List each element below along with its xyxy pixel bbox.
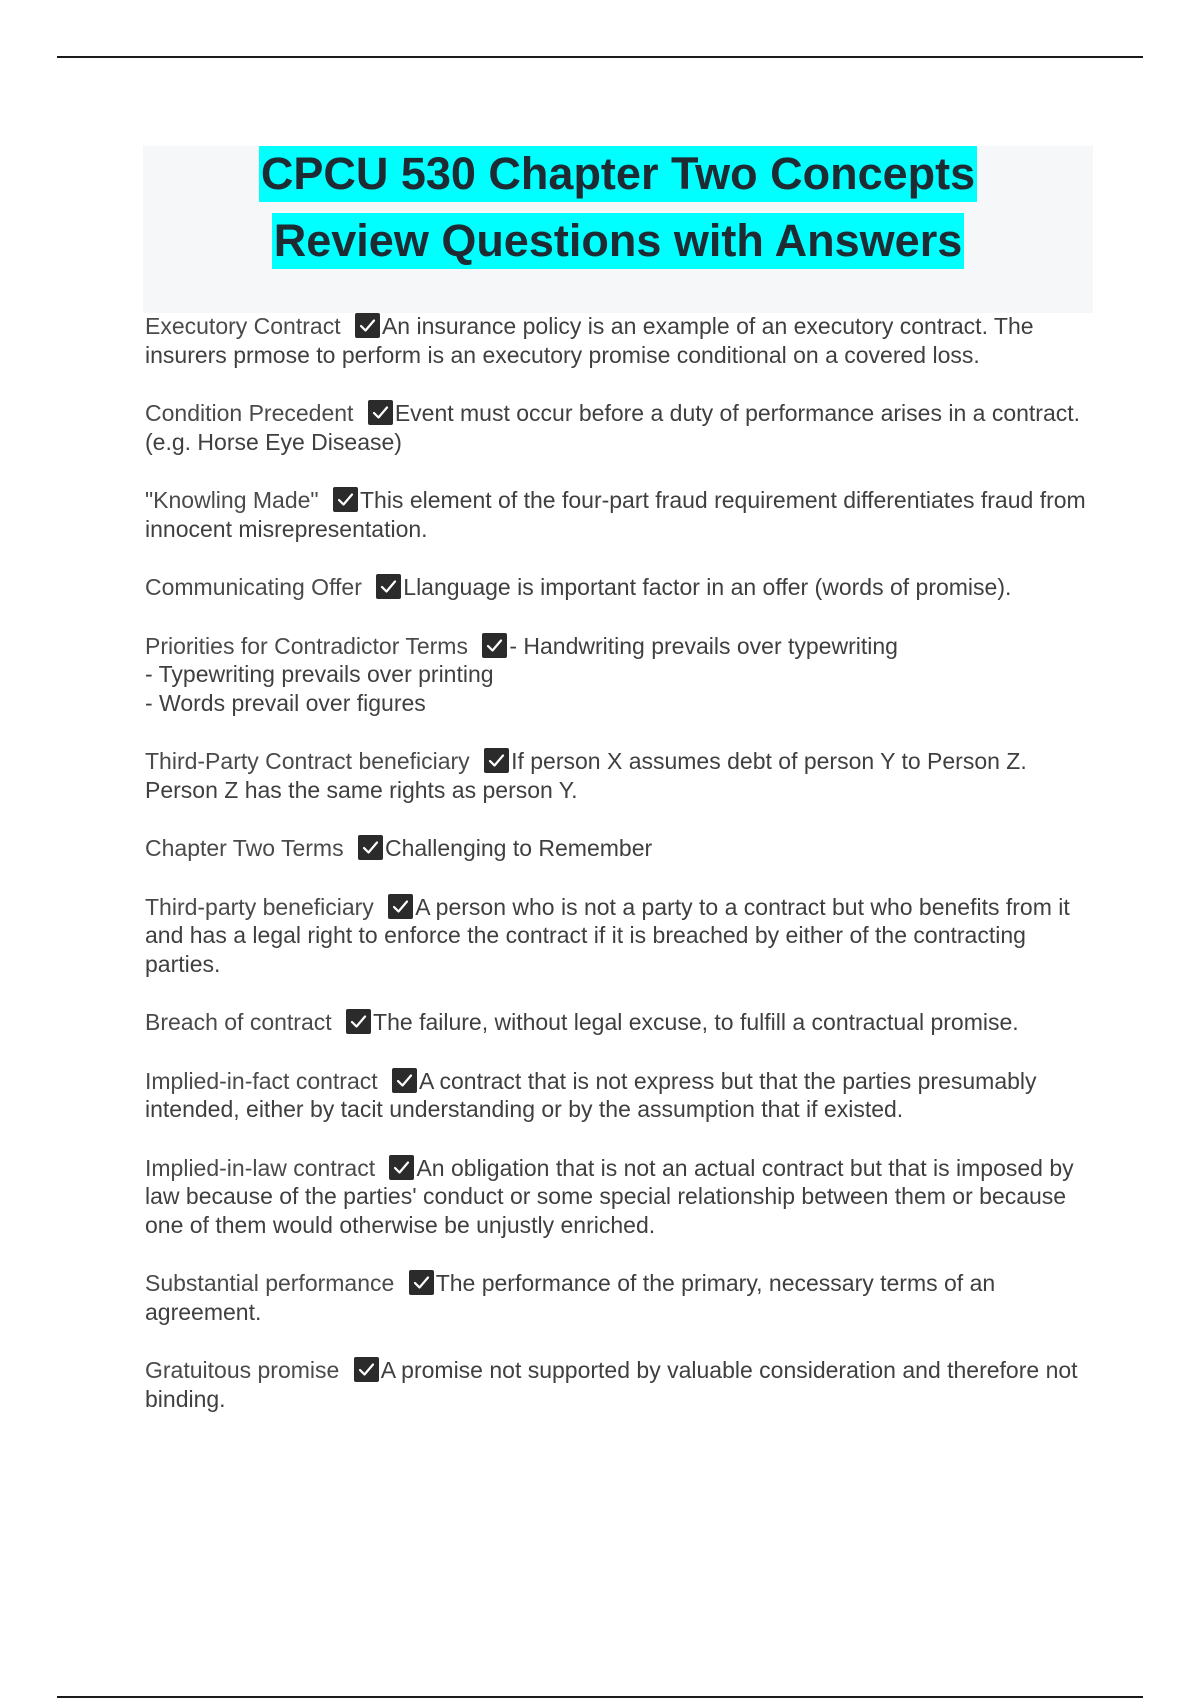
qa-answer: The performance of the primary, necessary terms of an agreement.: [145, 1270, 1002, 1325]
qa-term: Priorities for Contradictor Terms: [145, 632, 475, 659]
qa-answer: An insurance policy is an example of an executory contract. The insurers prmose to perform is an executory promise conditional on a covered loss.: [145, 313, 1040, 368]
qa-term: Executory Contract: [145, 313, 347, 339]
qa-item: [145, 1269, 1095, 1326]
checkbox-checked-icon: [484, 748, 509, 773]
checkbox-checked-icon: [355, 313, 380, 338]
qa-item: [145, 573, 1095, 602]
qa-term: Breach of contract: [145, 1009, 339, 1035]
checkbox-checked-icon: [409, 1270, 434, 1295]
bottom-rule: [57, 1696, 1143, 1698]
qa-term: Communicating Offer: [145, 574, 369, 600]
checkbox-checked-icon: [389, 1155, 414, 1180]
qa-term: Gratuitous promise: [145, 1357, 346, 1383]
checkbox-checked-icon: [376, 574, 401, 599]
qa-item: [145, 1008, 1095, 1037]
qa-answer: Challenging to Remember: [384, 835, 653, 861]
qa-term: "Knowling Made": [145, 487, 325, 513]
title-row-2: [143, 213, 1093, 280]
qa-list: [145, 312, 1095, 1443]
qa-item: [145, 1154, 1095, 1240]
qa-term: Implied-in-fact contract: [145, 1067, 385, 1094]
qa-answer: Event must occur before a duty of performance arises in a contract. (e.g. Horse Eye Disease): [145, 400, 1087, 455]
qa-item: [145, 632, 1095, 718]
qa-item: [145, 1067, 1095, 1124]
qa-item: [145, 1356, 1095, 1413]
title-row-1: [143, 146, 1093, 213]
title-block: [143, 146, 1093, 313]
checkbox-checked-icon: [482, 633, 507, 658]
qa-answer: An obligation that is not an actual contract but that is imposed by law because of the parties' conduct or some special relationship between them or because one of them would otherwise be unjustly enriched.: [145, 1154, 1081, 1238]
qa-item: [145, 399, 1095, 456]
top-rule: [57, 56, 1143, 58]
qa-answer: A person who is not a party to a contract but who benefits from it and has a legal right to enforce the contract if it is breached by either of the contracting parties.: [145, 893, 1077, 977]
qa-answer: Llanguage is important factor in an offer (words of promise).: [403, 574, 1012, 600]
qa-term: Implied-in-law contract: [145, 1154, 382, 1181]
checkbox-checked-icon: [354, 1357, 379, 1382]
checkbox-checked-icon: [333, 487, 358, 512]
qa-term: Condition Precedent: [145, 400, 360, 426]
qa-item: [145, 834, 1095, 863]
checkbox-checked-icon: [368, 400, 393, 425]
qa-answer: - Handwriting prevails over typewriting - Typewriting prevails over printing - Words prevail over figures: [145, 632, 898, 716]
qa-item: [145, 486, 1095, 543]
page-title-line-2: Review Questions with Answers: [272, 213, 965, 269]
page-title-line-1: CPCU 530 Chapter Two Concepts: [259, 146, 977, 202]
checkbox-checked-icon: [358, 835, 383, 860]
checkbox-checked-icon: [346, 1009, 371, 1034]
qa-item: [145, 747, 1095, 804]
qa-term: Substantial performance: [145, 1270, 401, 1296]
checkbox-checked-icon: [392, 1068, 417, 1093]
qa-item: [145, 312, 1095, 369]
qa-term: Third-Party Contract beneficiary: [145, 748, 477, 774]
qa-answer: This element of the four-part fraud requirement differentiates fraud from innocent misrepresentation.: [145, 487, 1093, 542]
qa-answer: If person X assumes debt of person Y to Person Z. Person Z has the same rights as person Y.: [145, 748, 1034, 803]
qa-answer: A promise not supported by valuable consideration and therefore not binding.: [145, 1357, 1084, 1412]
checkbox-checked-icon: [388, 894, 413, 919]
qa-answer: The failure, without legal excuse, to fulfill a contractual promise.: [373, 1009, 1019, 1035]
qa-term: Chapter Two Terms: [145, 835, 350, 861]
qa-item: [145, 893, 1095, 979]
qa-answer: A contract that is not express but that the parties presumably intended, either by tacit understanding or by the assumption that if existed.: [145, 1067, 1043, 1122]
qa-term: Third-party beneficiary: [145, 893, 381, 920]
